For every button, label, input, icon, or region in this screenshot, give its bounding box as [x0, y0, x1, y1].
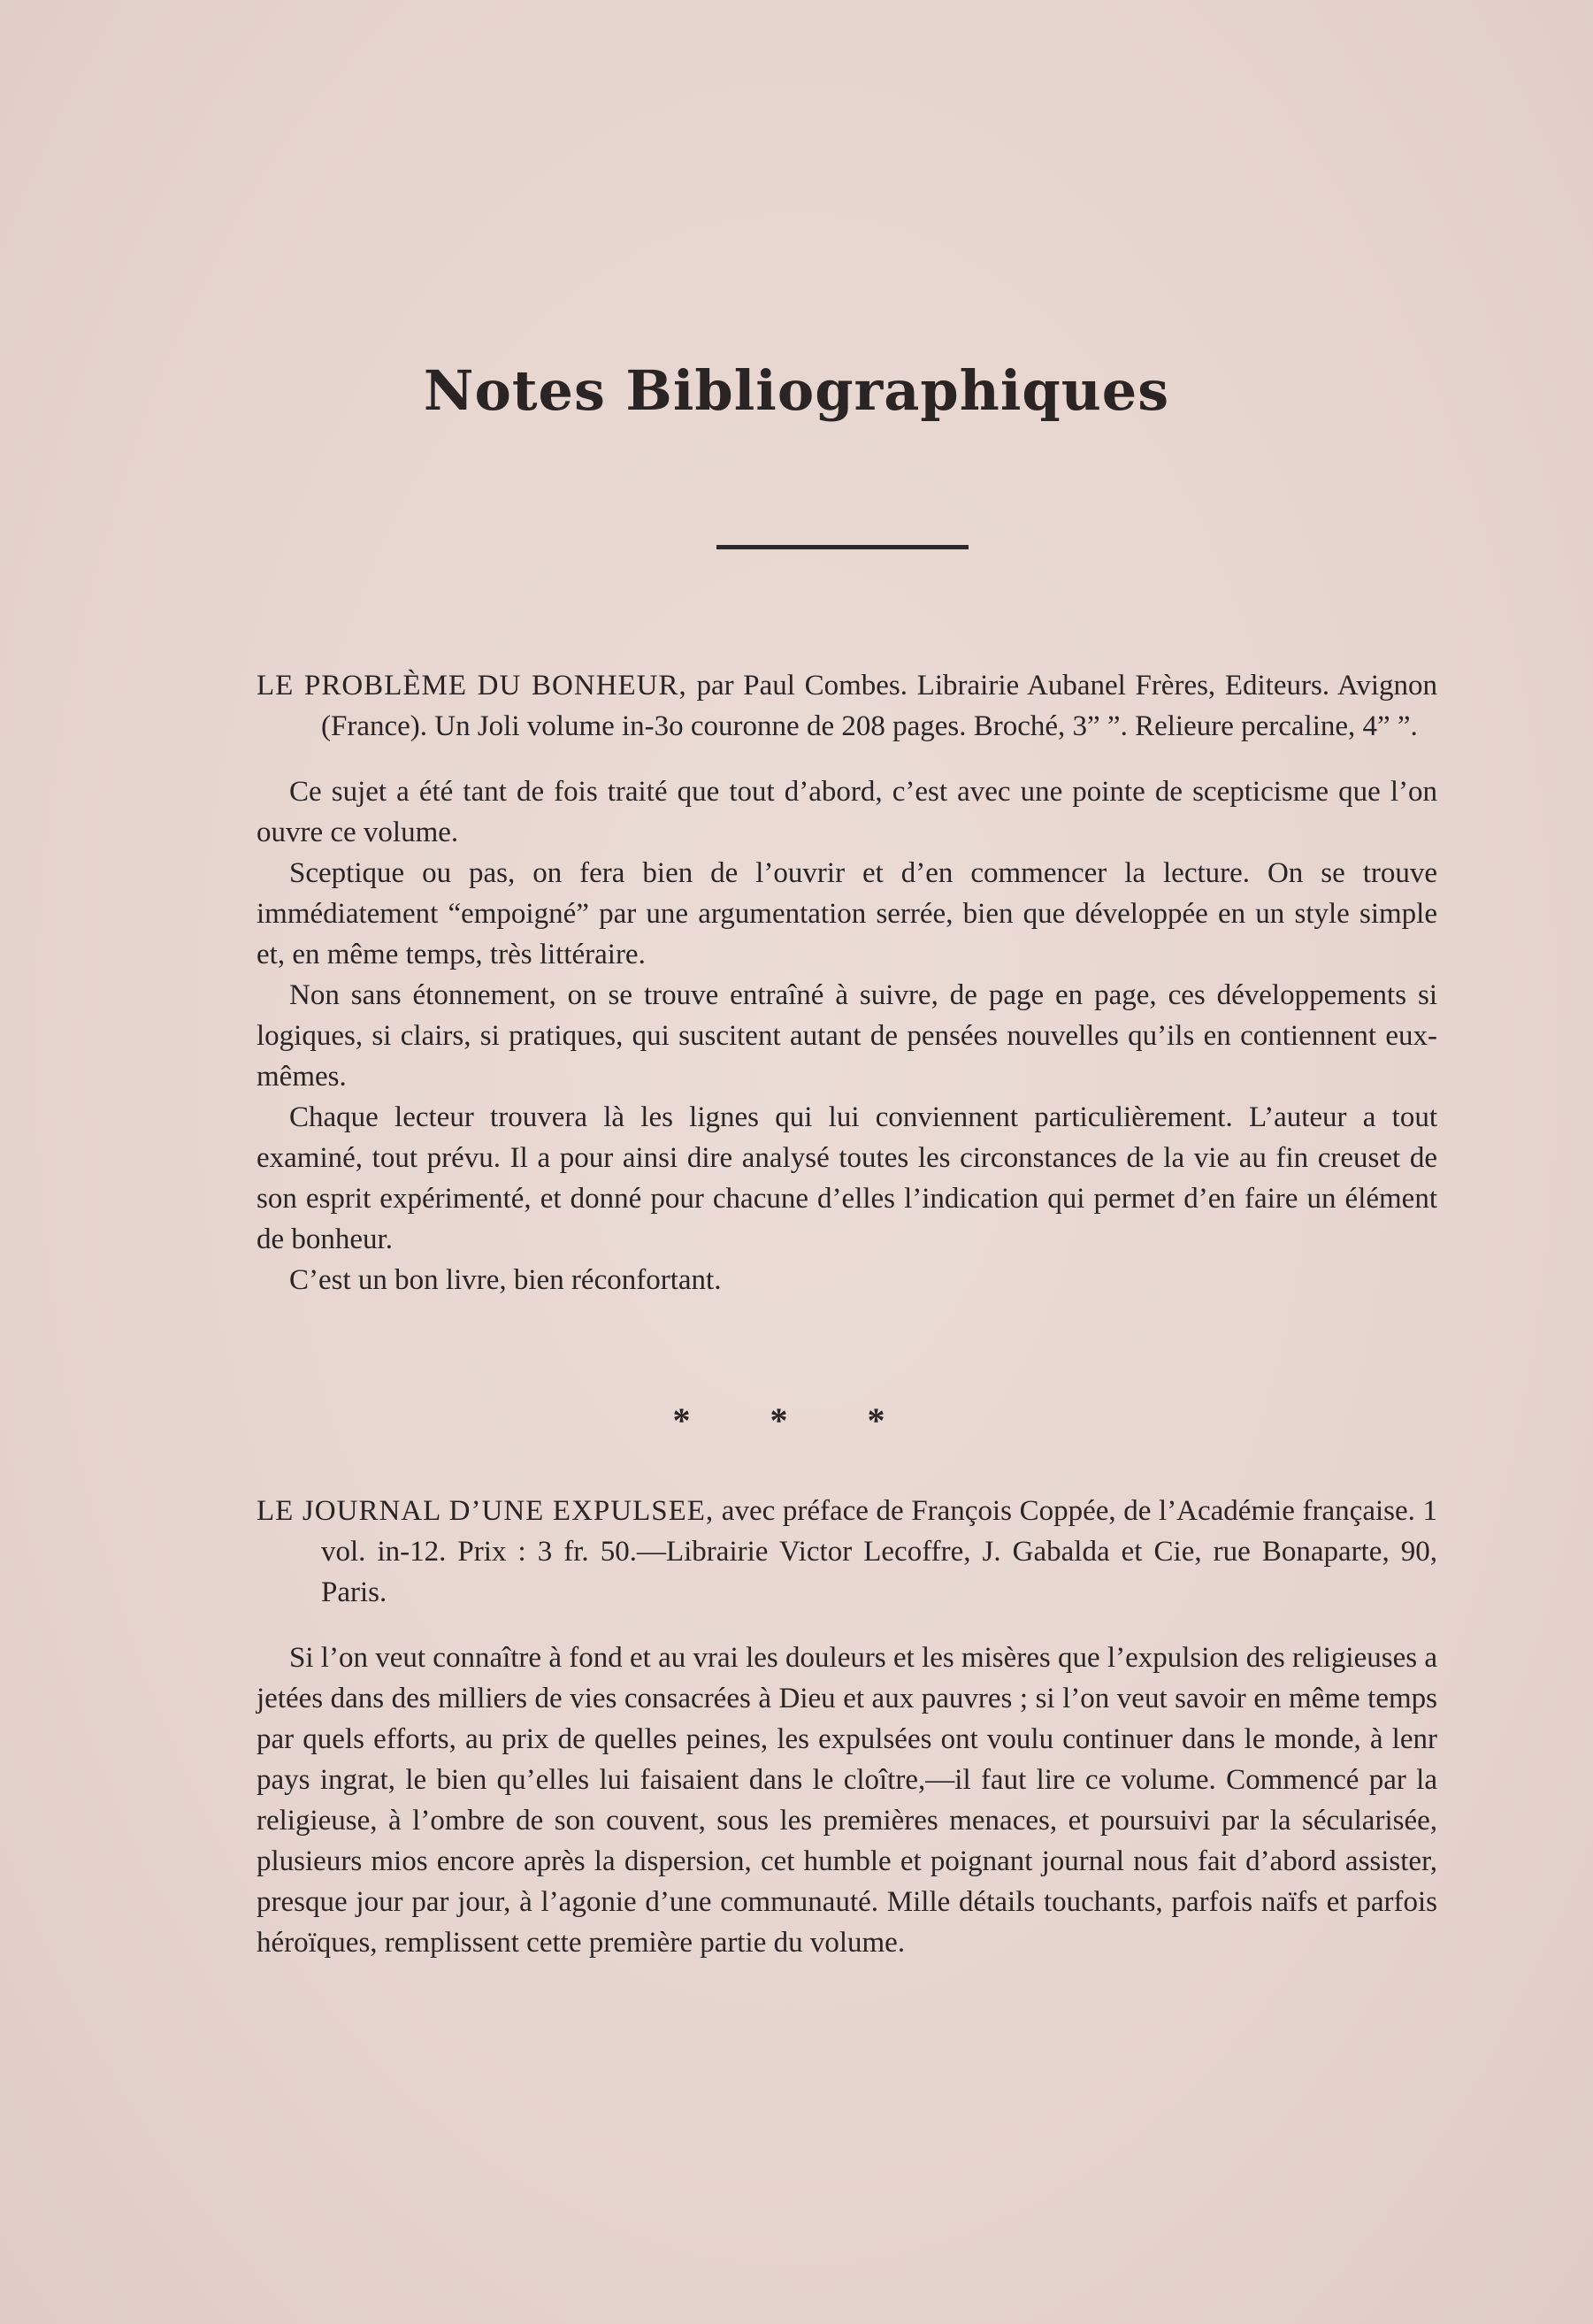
entry-1-paragraph: C’est un bon livre, bien réconfortant. [289, 1264, 722, 1296]
section-separator: * * * [672, 1400, 921, 1440]
entry-1-paragraph: Chaque lecteur trouvera là les lignes qui lui conviennent particulièrement. L’auteur a tout examiné, tout prévu. Il a pour ainsi dire analysé toutes les circonstances de la vie au fin creuset de son esprit expérimenté, et donné pour chacune d’elles l’indication qui permet d’en faire un élément de bonheur. [257, 1101, 1437, 1255]
entry-1-details: par Paul Combes. Librairie Aubanel Frères, Editeurs. Avignon (France). Un Joli volume in-3o couronne de 208 pages. Broché, 3” ”. Relieure percaline, 4” ”. [321, 670, 1437, 742]
title-rule [716, 545, 969, 549]
entry-1-paragraph: Ce sujet a été tant de fois traité que tout d’abord, c’est avec une pointe de scepticisme que l’on ouvre ce volume. [257, 776, 1437, 848]
entry-2-details: avec préface de François Coppée, de l’Académie française. 1 vol. in-12. Prix : 3 fr. 50.—Librairie Victor Lecoffre, J. Gabalda et Cie, rue Bonaparte, 90, Paris. [321, 1495, 1437, 1608]
entry-2 [257, 1491, 1437, 1963]
entry-1 [257, 665, 1437, 1300]
entry-1-heading [257, 665, 1437, 747]
entry-1-paragraph: Non sans étonnement, on se trouve entraîné à suivre, de page en page, ces développements si logiques, si clairs, si pratiques, qui suscitent autant de pensées nouvelles qu’ils en contiennent eux-mêmes. [257, 979, 1437, 1093]
entry-2-paragraph: Si l’on veut connaître à fond et au vrai les douleurs et les misères que l’expulsion des religieuses a jetées dans des milliers de vies consacrées à Dieu et aux pauvres ; si l’on veut savoir en même temps par quels efforts, au prix de quelles peines, les expulsées ont voulu continuer dans le monde, à lenr pays ingrat, le bien qu’elles lui faisaient dans le cloître,—il faut lire ce volume. Commencé par la religieuse, à l’ombre de son couvent, sous les premières menaces, et poursuivi par la sécularisée, plusieurs mios encore après la dispersion, cet humble et poignant journal nous fait d’abord assister, presque jour par jour, à l’agonie d’une communauté. Mille détails touchants, parfois naïfs et parfois héroïques, remplissent cette première partie du volume. [257, 1642, 1437, 1959]
entry-2-heading [257, 1491, 1437, 1613]
page-title: Notes Bibliographiques [423, 358, 1170, 423]
entry-2-title: LE JOURNAL D’UNE EXPULSEE, [257, 1495, 715, 1527]
entry-1-title: LE PROBLÈME DU BONHEUR, [257, 670, 687, 702]
entry-1-paragraph: Sceptique ou pas, on fera bien de l’ouvrir et d’en commencer la lecture. On se trouve immédiatement “empoigné” par une argumentation serrée, bien que développée en un style simple et, en même temps, très littéraire. [257, 857, 1437, 970]
